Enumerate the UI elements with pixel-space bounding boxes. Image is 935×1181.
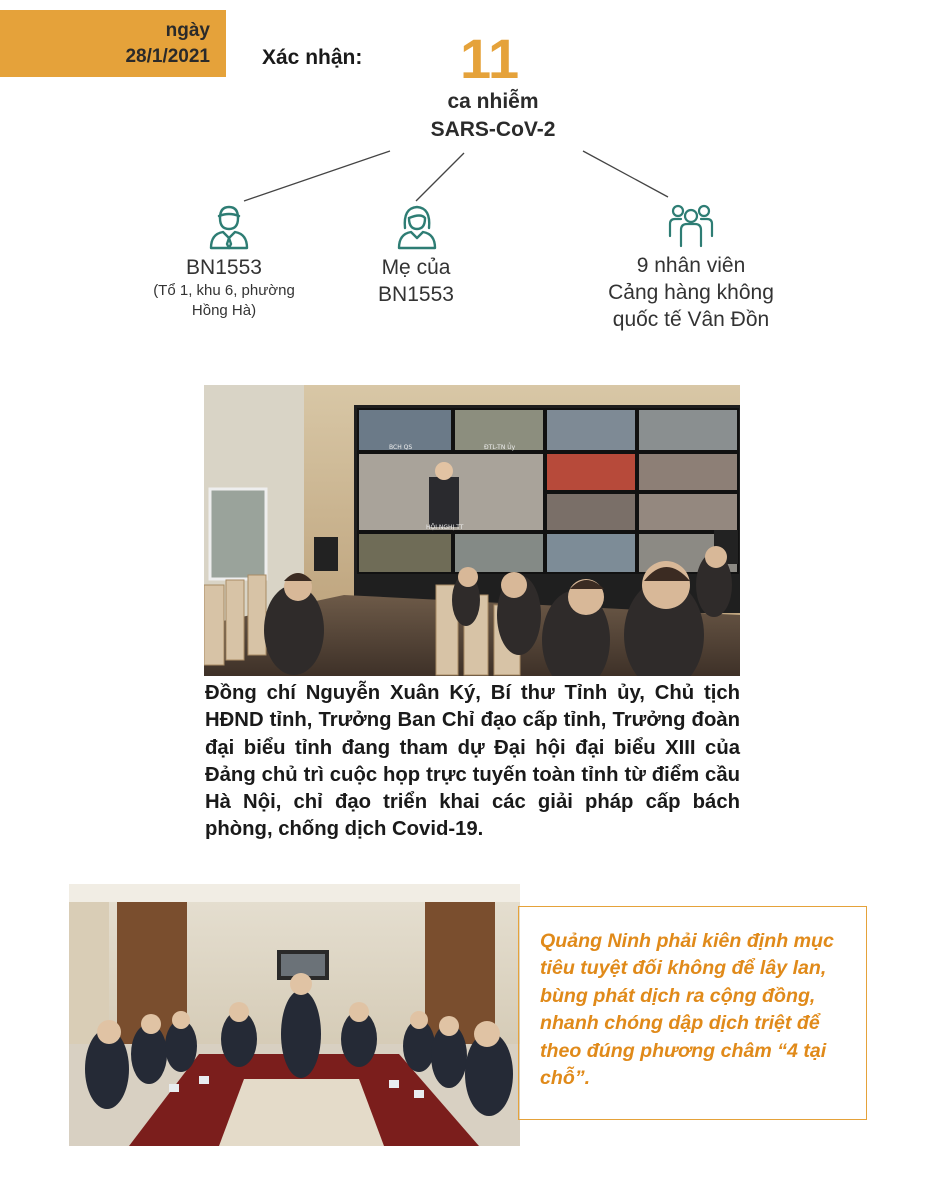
node-airport-line2: Cảng hàng không [608,281,774,304]
date-label: ngày [165,20,210,41]
screen-label-hoinghi: HỘI NGHỊ TT [426,524,464,531]
conference-room-illustration [204,385,740,676]
meeting-room-illustration [69,884,520,1146]
node-airport-line1: 9 nhân viên [636,254,746,277]
meeting-room-photo [69,884,520,1146]
case-count: 11 [460,27,520,90]
connector-lines [0,0,935,260]
conference-room-photo [204,385,740,676]
node-bn1553-address-line1: (Tổ 1, khu 6, phường [153,282,295,299]
node-mother [352,254,480,308]
case-label-line1: ca nhiễm [447,90,539,113]
screen-label-bch: BCH QS [389,444,413,451]
screen-label-dtl: ĐTL-TN Ủy [484,444,516,451]
quote-text: Quảng Ninh phải kiên định mục tiêu tuyệt đối không để lây lan, bùng phát dịch ra cộng đồng, nhanh chóng dập dịch triệt để theo đúng phương châm “4 tại chỗ”. [540,930,834,1090]
node-bn1553-address-line2: Hồng Hà) [191,302,257,319]
node-bn1553 [140,254,308,321]
node-airport-staff [580,252,802,333]
node-mother-line2: BN1553 [378,283,454,306]
date-value: 28/1/2021 [125,46,210,67]
node-mother-line1: Mẹ của [381,256,451,279]
case-label-line2: SARS-CoV-2 [430,118,556,141]
female-person-icon [396,204,438,250]
confirm-label: Xác nhận: [262,46,363,69]
male-person-icon [208,204,250,250]
group-people-icon [668,202,714,248]
node-bn1553-label: BN1553 [186,256,262,279]
node-airport-line3: quốc tế Vân Đồn [612,308,770,331]
photo-caption: Đồng chí Nguyễn Xuân Ký, Bí thư Tỉnh ủy, Chủ tịch HĐND tỉnh, Trưởng Ban Chỉ đạo cấp tỉnh, Trưởng đoàn đại biểu tỉnh đang tham dự Đại hội đại biểu XIII của Đảng chủ trì cuộc họp trực tuyến toàn tỉnh từ điểm cầu Hà Nội, chỉ đạo triển khai các giải pháp cấp bách phòng, chống dịch Covid-19. [205,682,740,841]
